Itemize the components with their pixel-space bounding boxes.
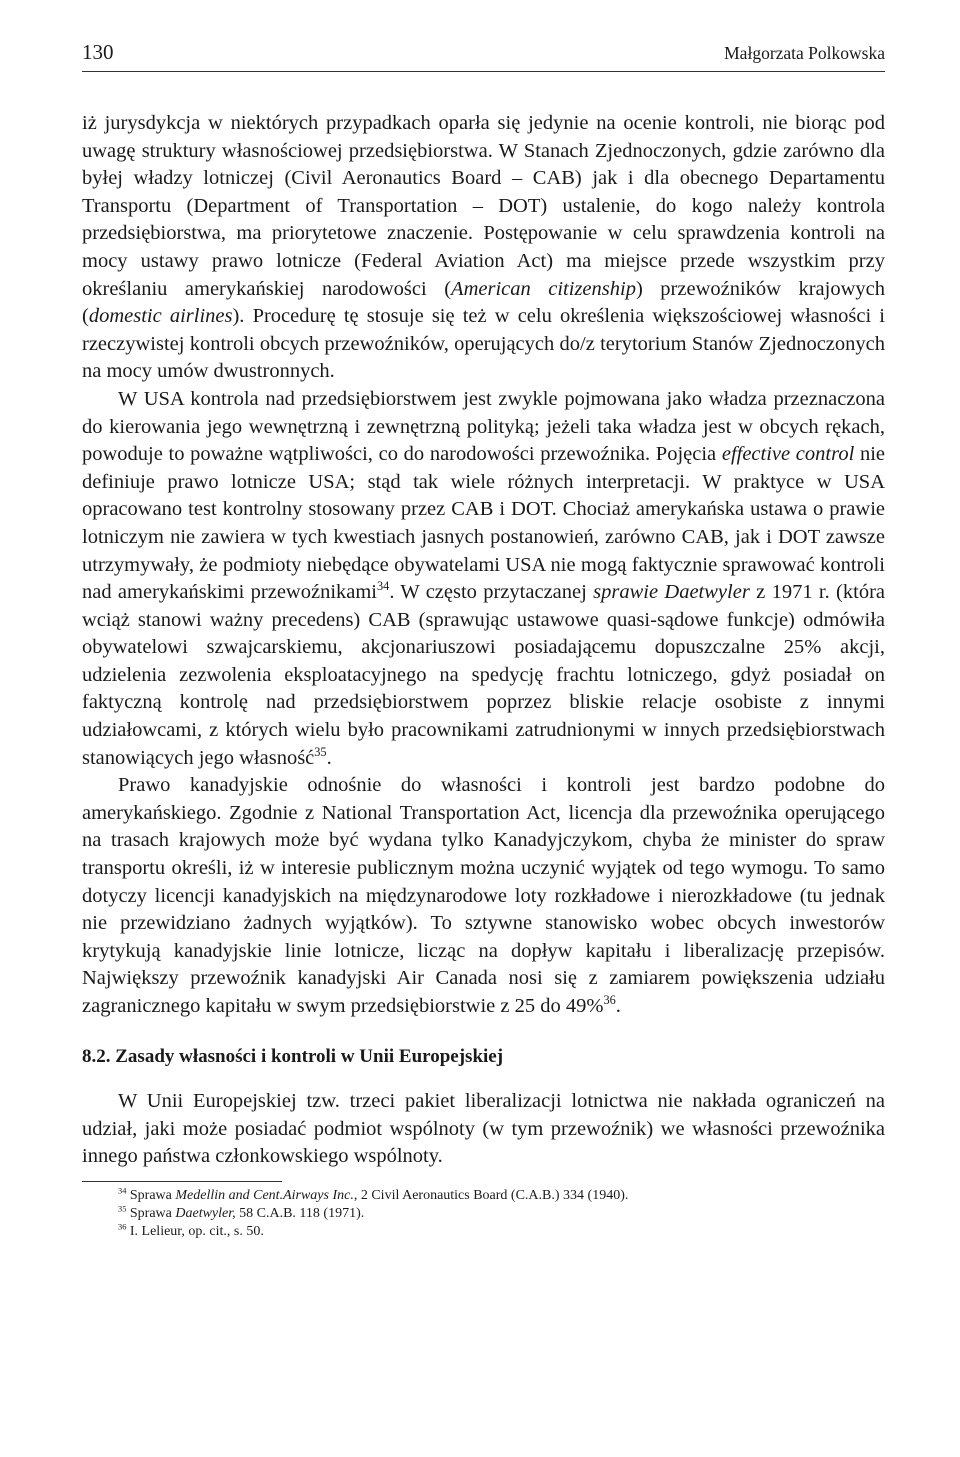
italic-term: sprawie Daetwyler	[593, 581, 750, 604]
footnote-text: I. Lelieur, op. cit., s. 50.	[126, 1223, 264, 1239]
text-run: ) przewoźników krajowych (	[82, 277, 886, 328]
text-run: . W często przytaczanej	[389, 581, 594, 604]
footnote-number: 36	[118, 1222, 127, 1232]
footnote-italic: Daetwyler,	[175, 1205, 236, 1221]
italic-term: American citizenship	[451, 277, 636, 300]
footnote-number: 35	[118, 1204, 127, 1214]
paragraph-4: W Unii Europejskiej tzw. trzeci pakiet liberalizacji lotnictwa nie nakłada ograniczeń na udział, jaki może posiadać podmiot wspólnoty (w tym przewoźnik) we własności przewoźnika innego państwa członkowskiego wspólnoty.	[82, 1090, 885, 1168]
page-header	[82, 40, 885, 72]
text-run: .	[326, 746, 332, 769]
footnote-italic: Medellin and Cent.Airways Inc.	[175, 1187, 354, 1203]
running-head-author: Małgorzata Polkowska	[724, 43, 885, 63]
body-text	[82, 110, 885, 1171]
italic-term: effective control	[721, 443, 855, 466]
text-run: Prawo kanadyjskie odnośnie do własności i kontroli jest bardzo podobne do amerykańskiego. Zgodnie z National Transportation Act, licencja dla przewoźnika operującego na trasach krajowych może być wydana tylko Kanadyjczykom, chyba że minister do spraw transportu określi, iż w interesie publicznym można uczynić wyjątek od tego wymogu. To samo dotyczy licencji kanadyjskich na międzynarodowe loty rozkładowe i nierozkładowe (tu jednak nie przewidziano żadnych wyjątków). To sztywne stanowisko wobec obcych inwestorów krytykują kanadyjskie linie lotnicze, licząc na dopływ kapitału i liberalizację przepisów. Największy przewoźnik kanadyjski Air Canada nosi się z zamiarem powiększenia udziału zagranicznego kapitału w swym przedsiębiorstwie z 25 do 49%	[82, 774, 885, 1017]
page-number: 130	[82, 40, 114, 64]
footnote-ref[interactable]: 36	[603, 993, 616, 1008]
footnote-text: 58 C.A.B. 118 (1971).	[235, 1205, 365, 1221]
text-run: nie definiuje prawo lotnicze USA; stąd tak wiele różnych interpretacji. W praktyce w USA opracowano test kontrolny stosowany przez CAB i DOT. Chociaż amerykańska ustawa o prawie lotniczym nie zawiera w tych kwestiach jasnych postanowień, zarówno CAB, jak i DOT zawsze utrzymywały, że podmioty niebędące obywatelami USA nie mogą faktycznie sprawować kontroli nad amerykańskimi przewoźnikami	[82, 443, 886, 604]
footnote-34	[82, 1187, 885, 1205]
footnote-36	[82, 1223, 885, 1241]
footnote-text: , 2 Civil Aeronautics Board (C.A.B.) 334 (1940).	[353, 1187, 629, 1203]
text-run: z 1971 r. (która wciąż stanowi ważny precedens) CAB (sprawując ustawowe quasi-sądowe funkcje) odmówiła obywatelowi szwajcarskiemu, akcjonariuszowi posiadającemu dopuszczalne 25% akcji, udzielenia zezwolenia eksploatacyjnego na spedycję frachtu lotniczego, gdyż posiadał on faktyczną kontrolę nad przedsiębiorstwem poprzez bliskie relacje osobiste z innymi udziałowcami, z których wielu było pracownikami zatrudnionymi w innych przedsiębiorstwach stanowiących jego własność	[82, 581, 885, 769]
paragraph-1	[82, 110, 885, 386]
text-run: .	[615, 995, 621, 1017]
italic-term: domestic airlines	[88, 305, 233, 328]
footnote-text: Sprawa	[126, 1205, 176, 1221]
section-heading: 8.2. Zasady własności i kontroli w Unii Europejskiej	[82, 1045, 504, 1067]
paragraph-3	[82, 772, 885, 1020]
document-page	[82, 40, 885, 1241]
footnote-number: 34	[118, 1186, 127, 1196]
text-run: iż jurysdykcja w niektórych przypadkach oparła się jedynie na ocenie kontroli, nie biorąc pod uwagę struktury własnościowej przedsiębiorstwa. W Stanach Zjednoczonych, gdzie zarówno dla byłej władzy lotniczej (Civil Aeronautics Board – CAB) jak i dla obecnego Departamentu Transportu (Department of Transportation – DOT) ustalenie, do kogo należy kontrola przedsiębiorstwa, ma priorytetowe znaczenie. Postępowanie w celu sprawdzenia kontroli na mocy ustawy prawo lotnicze (Federal Aviation Act) ma miejsce przede wszystkim przy określaniu amerykańskiej narodowości (	[82, 112, 885, 300]
footnote-ref[interactable]: 35	[314, 744, 327, 759]
footnote-35	[82, 1205, 885, 1223]
paragraph-2	[82, 386, 885, 772]
footnotes	[82, 1187, 885, 1241]
footnote-ref[interactable]: 34	[377, 579, 390, 594]
footnote-text: Sprawa	[126, 1187, 176, 1203]
text-run: ). Procedurę tę stosuje się też w celu określenia większościowej własności i rzeczywistej kontroli obcych przewoźników, operujących do/z terytorium Stanów Zjednoczonych na mocy umów dwustronnych.	[82, 305, 885, 383]
text-run: W USA kontrola nad przedsiębiorstwem jest zwykle pojmowana jako władza przeznaczona do kierowania jego wewnętrzną i zewnętrzną polityką; jeżeli taka władza jest w obcych rękach, powoduje to poważne wątpliwości, co do narodowości przewoźnika. Pojęcia	[82, 387, 885, 466]
